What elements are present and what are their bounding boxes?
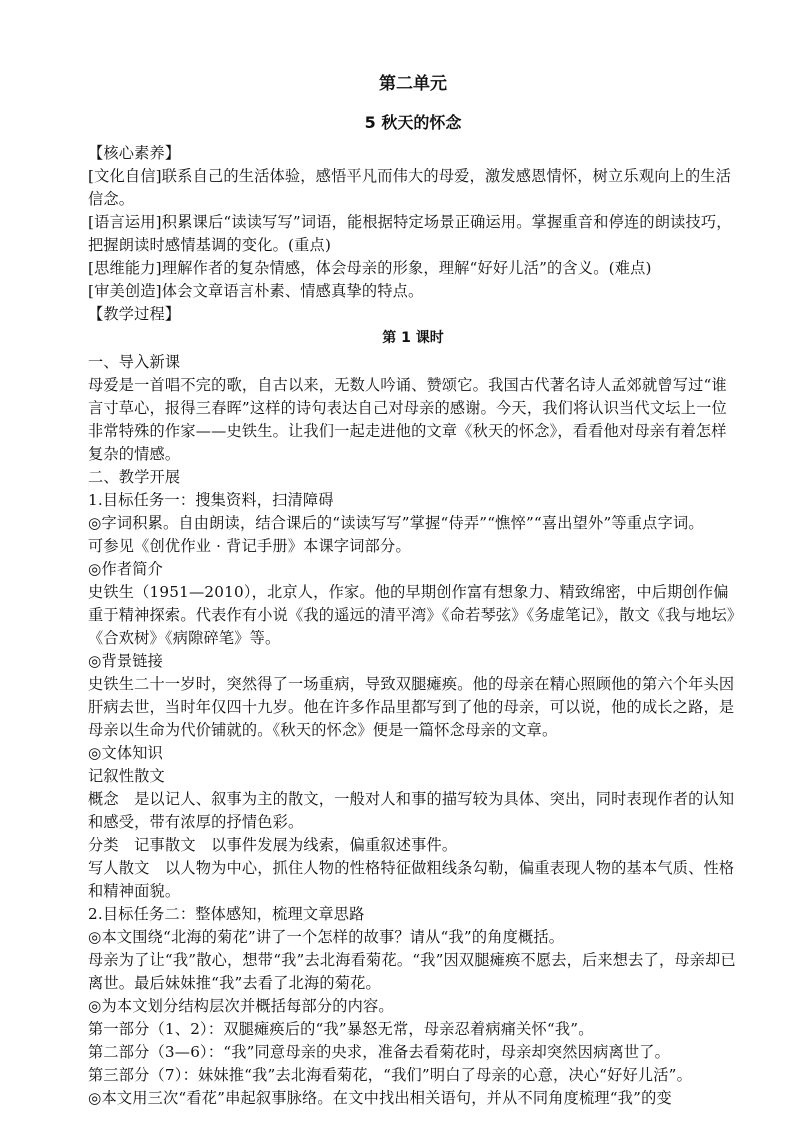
- core-literacy-block: [88, 142, 738, 326]
- section-title: 第 1 课时: [382, 330, 444, 346]
- paragraph: ◎本文围绕“北海的菊花”讲了一个怎样的故事？请从“我”的角度概括。: [88, 928, 565, 946]
- unit-title: 第二单元: [379, 74, 447, 94]
- heading-core-literacy: 【核心素养】: [88, 144, 181, 162]
- paragraph: 第三部分（7）：妹妹推“我”去北海看菊花，“我们”明白了母亲的心意，决心“好好儿活”。: [88, 1066, 692, 1084]
- paragraph: ◎为本文划分结构层次并概括每部分的内容。: [88, 997, 394, 1015]
- subheading: ◎作者简介: [88, 560, 164, 578]
- subheading: 1.目标任务一：搜集资料，扫清障碍: [88, 491, 334, 509]
- paragraph: 史铁生（1951—2010），北京人，作家。他的早期创作富有想象力、精致绵密，中后期创作偏重于精神探索。代表作有小说《我的遥远的清平湾》《命若琴弦》《务虚笔记》，散文《我与地坛》《合欢树》《病隙碎笔》等。: [88, 583, 735, 647]
- paragraph: 第一部分（1、2）：双腿瘫痪后的“我”暴怒无常，母亲忍着病痛关怀“我”。: [88, 1020, 594, 1038]
- lesson-title: 5 秋天的怀念: [364, 113, 462, 132]
- paragraph: 第二部分（3—6）：“我”同意母亲的央求，准备去看菊花时，母亲却突然因病离世了。: [88, 1043, 671, 1061]
- paragraph: [思维能力]理解作者的复杂情感，体会母亲的形象，理解“好好儿活”的含义。(难点): [88, 259, 652, 277]
- paragraph: 概念 是以记人、叙事为主的散文，一般对人和事的描写较为具体、突出，同时表现作者的认知和感受，带有浓厚的抒情色彩。: [88, 790, 735, 831]
- paragraph: 可参见《创优作业 · 背记手册》本课字词部分。: [88, 537, 411, 555]
- paragraph: 母爱是一首唱不完的歌，自古以来，无数人吟诵、赞颂它。我国古代著名诗人孟郊就曾写过“谁言寸草心，报得三春晖”这样的诗句表达自己对母亲的感谢。今天，我们将认识当代文坛上一位非常特殊的作家——史铁生。让我们一起走进他的文章《秋天的怀念》，看看他对母亲有着怎样复杂的情感。: [88, 376, 727, 463]
- paragraph: [文化自信]联系自己的生活体验，感悟平凡而伟大的母爱，激发感恩情怀，树立乐观向上的生活信念。: [88, 167, 732, 208]
- document-page: [88, 62, 738, 1110]
- subheading: 二、教学开展: [88, 468, 181, 486]
- paragraph: 分类 记事散文 以事件发展为线索，偏重叙述事件。: [88, 836, 458, 854]
- paragraph: 史铁生二十一岁时，突然得了一场重病，导致双腿瘫痪。他的母亲在精心照顾他的第六个年头因肝病去世，当时年仅四十九岁。他在许多作品里都写到了他的母亲，可以说，他的成长之路，是母亲以生命为代价铺就的。《秋天的怀念》便是一篇怀念母亲的文章。: [88, 675, 735, 739]
- subheading: ◎文体知识: [88, 744, 164, 762]
- subheading: 一、导入新课: [88, 353, 181, 371]
- heading-teaching-process: 【教学过程】: [88, 305, 181, 323]
- subheading: 2.目标任务二：整体感知，梳理文章思路: [88, 905, 365, 923]
- paragraph: [语言运用]积累课后“读读写写”词语，能根据特定场景正确运用。掌握重音和停连的朗读技巧，把握朗读时感情基调的变化。(重点): [88, 213, 732, 254]
- paragraph: 记叙性散文: [88, 767, 165, 785]
- teaching-body: [88, 351, 738, 1110]
- paragraph: 母亲为了让“我”散心，想带“我”去北海看菊花。“我”因双腿瘫痪不愿去，后来想去了，母亲却已离世。最后妹妹推“我”去看了北海的菊花。: [88, 951, 736, 992]
- subheading: ◎背景链接: [88, 652, 164, 670]
- paragraph: ◎字词积累。自由朗读，结合课后的“读读写写”掌握“侍弄”“憔悴”“喜出望外”等重点字词。: [88, 514, 704, 532]
- paragraph: ◎本文用三次“看花”串起叙事脉络。在文中找出相关语句，并从不同角度梳理“我”的变: [88, 1089, 672, 1107]
- paragraph: 写人散文 以人物为中心，抓住人物的性格特征做粗线条勾勒，偏重表现人物的基本气质、性格和精神面貌。: [88, 859, 735, 900]
- paragraph: [审美创造]体会文章语言朴素、情感真挚的特点。: [88, 282, 424, 300]
